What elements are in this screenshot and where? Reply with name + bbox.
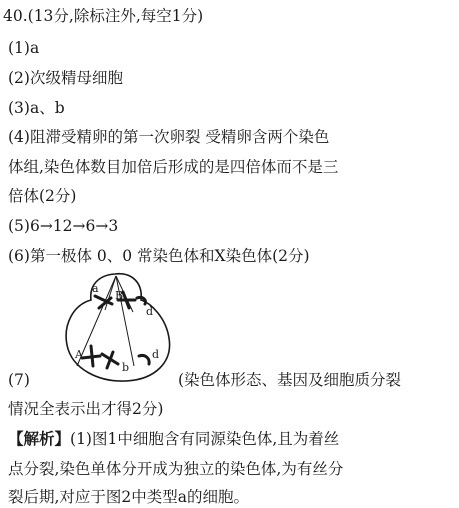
gene-label-d-upper: d bbox=[146, 305, 154, 318]
analysis-line-2: 点分裂,染色单体分开成为独立的染色体,为有丝分 bbox=[8, 460, 344, 478]
cell-division-diagram bbox=[55, 270, 177, 388]
gene-label-b: b bbox=[122, 361, 130, 374]
spindle bbox=[77, 276, 134, 366]
answer-item-1: (1)a bbox=[8, 39, 40, 57]
answer-item-4-line-1: (4)阻滞受精卵的第一次卵裂 受精卵含两个染色 bbox=[8, 128, 330, 146]
lower-chromosomes bbox=[82, 346, 149, 368]
gene-label-a: a bbox=[92, 282, 99, 295]
analysis-text-1: (1)图1中细胞含有同源染色体,且为着丝 bbox=[70, 430, 340, 448]
gene-label-d-lower: d bbox=[152, 348, 160, 361]
answer-item-7-note-line-2: 情况全表示出才得2分) bbox=[8, 400, 164, 418]
answer-item-4-line-2: 体组,染色体数目加倍后形成的是四倍体而不是三 bbox=[8, 158, 339, 176]
gene-label-B: B bbox=[115, 289, 124, 302]
answer-item-2: (2)次级精母细胞 bbox=[8, 69, 123, 87]
answer-item-7-label: (7) bbox=[8, 371, 30, 389]
answer-item-6: (6)第一极体 0、0 常染色体和X染色体(2分) bbox=[8, 247, 310, 265]
gene-label-A: A bbox=[75, 348, 83, 361]
analysis-line-1 bbox=[8, 429, 339, 449]
answer-item-7-note-line-1: (染色体形态、基因及细胞质分裂 bbox=[178, 371, 402, 389]
answer-item-4-line-3: 倍体(2分) bbox=[8, 187, 77, 205]
analysis-line-3: 裂后期,对应于图2中类型a的细胞。 bbox=[8, 488, 250, 506]
answer-header: 40.(13分,除标注外,每空1分) bbox=[3, 7, 204, 25]
analysis-tag: 【解析】 bbox=[8, 429, 71, 448]
answer-item-5: (5)6→12→6→3 bbox=[8, 217, 119, 235]
answer-item-3: (3)a、b bbox=[8, 99, 65, 117]
